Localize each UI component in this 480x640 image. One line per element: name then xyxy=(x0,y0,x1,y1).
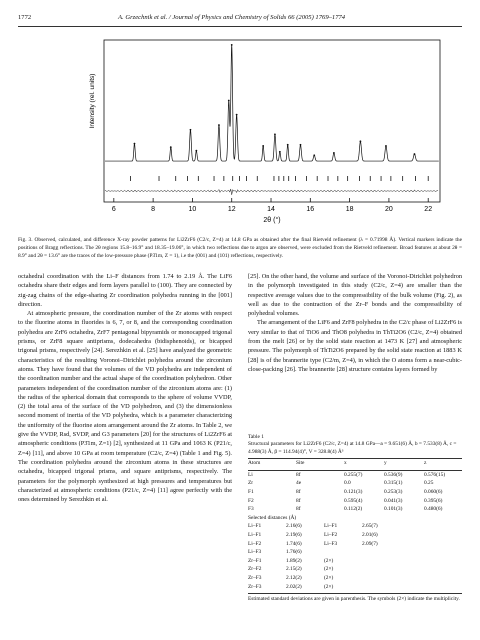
distance-cell: (2×) xyxy=(324,574,334,581)
observed-point xyxy=(274,133,276,135)
x-tick-label: 12 xyxy=(227,206,236,213)
table-cell: 0.595(4) xyxy=(344,497,363,504)
table-cell: 0.060(6) xyxy=(424,489,443,495)
observed-point xyxy=(385,145,387,147)
table-cell: F1 xyxy=(248,489,254,495)
distance-cell: 1.76(6) xyxy=(286,549,302,556)
table-cell: 0.121(3) xyxy=(344,489,363,495)
distance-cell: Li–F2 xyxy=(248,540,262,547)
table-caption: Structural parameters for Li2ZrF6 (C2/c, Z=4) at 14.8 GPa—a = 9.651(6) Å, b = 7.533(8) Å, c = 4.988(3) Å, β = 114.94(4)°, V = 328.8(4) Å³ xyxy=(248,441,457,455)
journal-citation: A. Grzechnik et al. / Journal of Physics and Chemistry of Solids 66 (2005) 1769–1774 xyxy=(118,14,346,21)
distance-cell: Li–F3 xyxy=(248,549,262,556)
x-tick-label: 22 xyxy=(424,206,433,213)
table-row xyxy=(248,480,462,489)
observed-point xyxy=(195,150,197,152)
table-rule xyxy=(248,470,462,471)
distances-title: Selected distances (Å) xyxy=(248,514,297,521)
distance-cell: 1.89(2) xyxy=(286,557,302,564)
table-cell: 0.536(9) xyxy=(384,471,403,478)
table-cell: 0.315(1) xyxy=(384,480,403,487)
distance-row xyxy=(248,532,462,541)
distance-cell: Li–F2 xyxy=(324,531,338,538)
observed-point xyxy=(236,114,238,116)
table-cell: 8f xyxy=(296,497,301,504)
x-tick-label: 14 xyxy=(267,206,275,213)
distance-cell: Zr–F3 xyxy=(248,583,262,590)
y-axis-label: Intensity (rel. units) xyxy=(89,73,96,129)
x-tick-label: 6 xyxy=(111,206,116,213)
table-cell: 0.112(2) xyxy=(344,506,363,513)
distance-cell: Li–F1 xyxy=(324,523,338,530)
table-title: Table 1 xyxy=(248,434,264,440)
paragraph: [25]. On the other hand, the volume and surface of the Voronoi-Dirichlet polyhedron in the polymorph investigated in this study (C2/c, Z=4) are smaller than the respective average values due to the compressibility of the bulk volume (Fig. 2), as well as due to the contraction of the Zr–F bonds and the compressibility of polyhedral volumes. xyxy=(248,273,462,318)
distance-cell: 2.12(2) xyxy=(286,574,302,581)
powder-pattern-chart xyxy=(0,0,480,240)
table-footnote: Estimated standard deviations are given in parenthesis. The symbols (2×) indicate the multiplicity. xyxy=(248,596,460,603)
distance-row xyxy=(248,575,462,584)
distance-cell: Zr–F1 xyxy=(248,557,262,564)
x-tick-label: 10 xyxy=(188,206,197,213)
structure-table xyxy=(248,434,462,604)
observed-point xyxy=(414,153,416,155)
distance-cell: 1.74(6) xyxy=(286,540,302,547)
distance-cell: 2.09(7) xyxy=(362,540,378,547)
distance-row xyxy=(248,541,462,550)
table-header: x xyxy=(344,460,347,467)
distance-cell: Zr–F2 xyxy=(248,566,262,573)
observed-point xyxy=(360,140,362,142)
distance-cell: 2.15(2) xyxy=(286,566,302,573)
observed-point xyxy=(313,154,315,156)
distance-cell: Zr–F3 xyxy=(248,574,262,581)
observed-point xyxy=(262,145,264,147)
table-cell: 0.253(3) xyxy=(384,489,403,495)
table-rule xyxy=(248,593,462,594)
table-cell: 0.576(15) xyxy=(424,471,446,478)
distance-row xyxy=(248,558,462,567)
x-tick-label: 8 xyxy=(151,206,156,213)
table-cell: 0.25 xyxy=(424,480,434,487)
table-rule xyxy=(248,458,462,459)
table-cell: 0.0 xyxy=(344,480,351,487)
table-cell: 0.101(3) xyxy=(384,506,403,513)
distance-cell: Li–F3 xyxy=(324,540,338,547)
table-cell: F2 xyxy=(248,497,254,504)
table-cell: 4e xyxy=(296,480,302,487)
distance-cell: (2×) xyxy=(324,566,334,573)
table-header: z xyxy=(424,460,427,467)
table-cell: 8f xyxy=(296,489,301,495)
x-tick-label: 18 xyxy=(345,206,354,213)
table-header-row xyxy=(248,460,462,469)
observed-point xyxy=(300,144,302,146)
observed-point xyxy=(228,100,230,102)
table-row xyxy=(248,498,462,507)
observed-point xyxy=(170,146,172,148)
distance-cell: 2.02(2) xyxy=(286,583,302,590)
table-row xyxy=(248,506,462,515)
table-row xyxy=(248,489,462,498)
distance-cell: (2×) xyxy=(324,557,334,564)
observed-point xyxy=(287,144,289,146)
table-cell: Li xyxy=(248,471,253,478)
table-cell: 0.395(6) xyxy=(424,497,443,504)
distance-row xyxy=(248,566,462,575)
distance-cell: Li–F1 xyxy=(248,531,262,538)
paragraph: At atmospheric pressure, the coordination number of the Zr atoms with respect to the fluorine atoms in fluorides is 6, 7, or 8, and the corresponding coordination polyhedra are ZrF6 octahedra, ZrF7 pentagonal bipyramids or monocapped trigonal prisms, or ZrF8 square antiprisms, dodecahedra (bidisphenoids), or bicapped trigonal prisms, respectively [24]. Serezhkin et al. [25] have analyzed the geometric characteristics of the resulting Voronoi–Dirichlet polyhedra around the zirconium atoms. They have found that the volumes of the VD polyhedra are independent of the coordination number and the actual shape of the coordination polyhedron. Other parameters independent of the coordination number of the zirconium atoms are: (1) the radius of the spherical domain that corresponds to the sphere of volume VVDP, (2) the total area of the surface of the VD polyhedron, and (3) the dimensionless second moment of inertia of the VD polyhedra, which is a parameter characterizing the uniformity of the fluorine atom arrangement around the Zr atoms. In Table 2, we give the VVDP, Rsd, SVDP, and G3 parameters [20] for the structures of Li2ZrF6 at atmospheric conditions (P3̄1m, Z=1) [2], synthesized at 11 GPa and 1063 K (P21/c, Z=4) [11], and above 10 GPa at room temperature (C2/c, Z=4) (Table 1 and Fig. 5). The coordination polyhedra around the zirconium atoms in these structures are octahedra, bicapped trigonal prisms, and square antiprisms, respectively. The parameters for the polymorph synthesized at high pressures and temperatures but characterized at atmospheric conditions (P21/c, Z=4) [11] agree perfectly with the ones determined by Serezhkin et al. xyxy=(18,310,232,504)
paragraph: The arrangement of the LiF6 and ZrF8 polyhedra in the C2/c phase of Li2ZrF6 is very similar to that of TiO6 and ThO8 polyhedra in ThTi2O6 (C2/c, Z=4) obtained from the melt [26] or by the solid state reaction at 1473 K [27] and atmospheric pressure. The polymorph of ThTi2O6 prepared by the solid state reaction at 1883 K [28] is of the brannerite type (C2/m, Z=4), in which the O atoms form a near-cubic-close-packing [26]. The brannerite [28] structure contains layers formed by xyxy=(248,319,462,373)
left-column xyxy=(18,272,232,504)
distance-row xyxy=(248,523,462,532)
observed-point xyxy=(231,44,233,46)
distance-cell: (2×) xyxy=(324,583,334,590)
table-row xyxy=(248,472,462,481)
table-header: Atom xyxy=(248,460,261,467)
distance-row xyxy=(248,549,462,558)
table-cell: Zr xyxy=(248,480,254,487)
table-cell: F3 xyxy=(248,506,254,513)
x-axis-label: 2θ (°) xyxy=(263,217,281,224)
x-tick-label: 16 xyxy=(306,206,315,213)
table-cell: 8f xyxy=(296,506,301,513)
distance-cell: 2.16(6) xyxy=(286,523,302,530)
observed-point xyxy=(333,152,335,154)
table-cell: 8f xyxy=(296,471,301,478)
table-cell: 0.041(3) xyxy=(384,497,403,504)
difference-curve xyxy=(105,189,438,195)
distance-cell: 2.65(7) xyxy=(362,523,378,530)
table-header: y xyxy=(384,460,387,467)
observed-point xyxy=(218,124,220,126)
table-header: Site xyxy=(296,460,305,467)
plot-frame xyxy=(104,40,440,202)
x-tick-label: 20 xyxy=(385,206,393,213)
table-cell: 0.255(7) xyxy=(344,471,363,478)
distance-row xyxy=(248,584,462,593)
paragraph: octahedral coordination with the Li–F distances from 1.74 to 2.19 Å. The LiF6 octahedra share their edges and form layers parallel to (100). They are connected by zig-zag chains of the edge-sharing Zr coordination polyhedra running in the [001] direction. xyxy=(18,273,232,308)
observed-point xyxy=(279,151,281,153)
distance-cell: Li–F1 xyxy=(248,523,262,530)
page-number: 1772 xyxy=(18,14,32,21)
observed-point xyxy=(134,143,136,145)
calculated-profile-line xyxy=(105,45,439,161)
right-column xyxy=(248,272,462,374)
figure-caption: Fig. 3. Observed, calculated, and difference X-ray powder patterns for Li2ZrF6 (C2/c, Z=4) at 14.8 GPa as obtained after the final Rietveld refinement (λ = 0.71998 Å). Vertical markers indicate the positions of Bragg reflections. The 2θ regions 15.8–16.9° and 18.35–19.06°, in which two reflections due to argon are observed, were excluded from the Rietveld refinement. Broad features at about 2θ = 8.9° and 2θ = 13.6° are the traces of the low-pressure phase (P3̄1m, Z = 1), i.e the (001) and (101) reflections, respectively. xyxy=(18,237,462,259)
table-cell: 0.480(6) xyxy=(424,506,443,513)
distance-cell: 2.01(6) xyxy=(362,531,378,538)
distance-cell: 2.19(6) xyxy=(286,531,302,538)
observed-point xyxy=(190,129,192,131)
